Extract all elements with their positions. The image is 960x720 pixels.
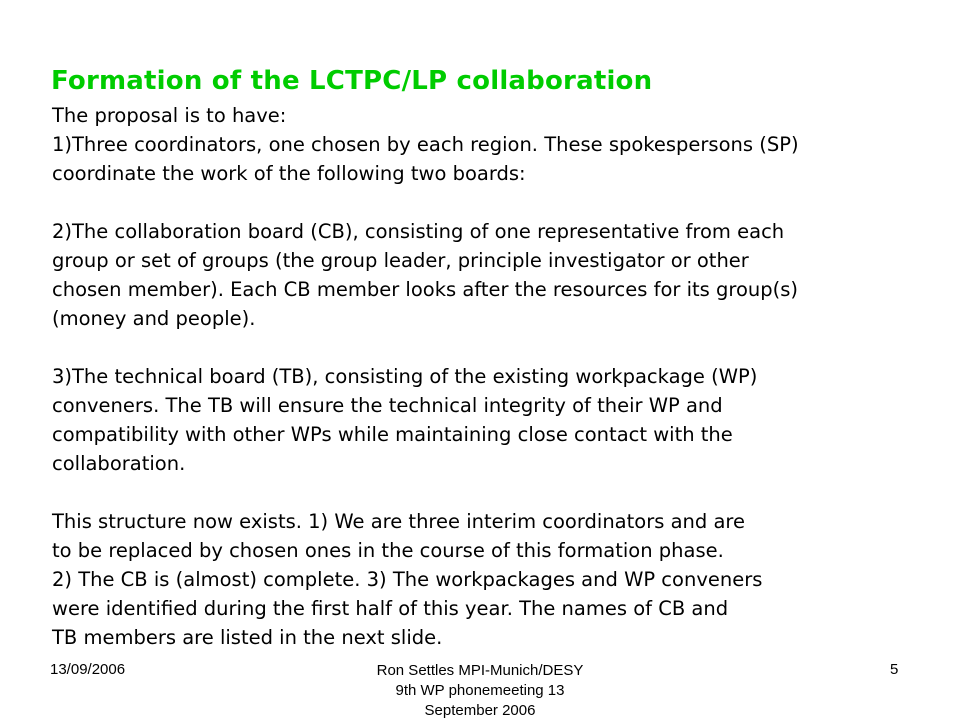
body-line: 1)Three coordinators, one chosen by each region. These spokespersons (SP)	[52, 133, 799, 156]
footer-date: 13/09/2006	[50, 661, 126, 678]
body-line: 2) The CB is (almost) complete. 3) The workpackages and WP conveners	[52, 568, 763, 591]
slide-title: Formation of the LCTPC/LP collaboration	[51, 66, 653, 96]
body-line	[52, 188, 799, 217]
body-line: 3)The technical board (TB), consisting of the existing workpackage (WP)	[52, 365, 758, 388]
body-line: compatibility with other WPs while maintaining close contact with the	[52, 423, 733, 446]
body-line	[52, 478, 799, 507]
body-line: This structure now exists. 1) We are three interim coordinators and are	[52, 510, 745, 533]
body-line: The proposal is to have:	[52, 104, 287, 127]
body-line: to be replaced by chosen ones in the course of this formation phase.	[52, 539, 724, 562]
footer-date-line: September 2006	[424, 702, 536, 719]
slide-body	[52, 101, 799, 652]
body-line: TB members are listed in the next slide.	[52, 626, 443, 649]
body-line: 2)The collaboration board (CB), consisting of one representative from each	[52, 220, 785, 243]
body-line	[52, 333, 799, 362]
page-number: 5	[890, 661, 899, 678]
body-line: coordinate the work of the following two boards:	[52, 162, 526, 185]
body-line: (money and people).	[52, 307, 256, 330]
body-line: chosen member). Each CB member looks after the resources for its group(s)	[52, 278, 799, 301]
body-line: were identified during the first half of this year. The names of CB and	[52, 597, 729, 620]
body-line: collaboration.	[52, 452, 186, 475]
footer-presenter-line: Ron Settles MPI-Munich/DESY	[376, 662, 584, 679]
body-line: group or set of groups (the group leader, principle investigator or other	[52, 249, 749, 272]
footer-meeting-line: 9th WP phonemeeting 13	[395, 682, 565, 699]
body-line: conveners. The TB will ensure the technical integrity of their WP and	[52, 394, 723, 417]
footer-presenter	[300, 661, 660, 720]
